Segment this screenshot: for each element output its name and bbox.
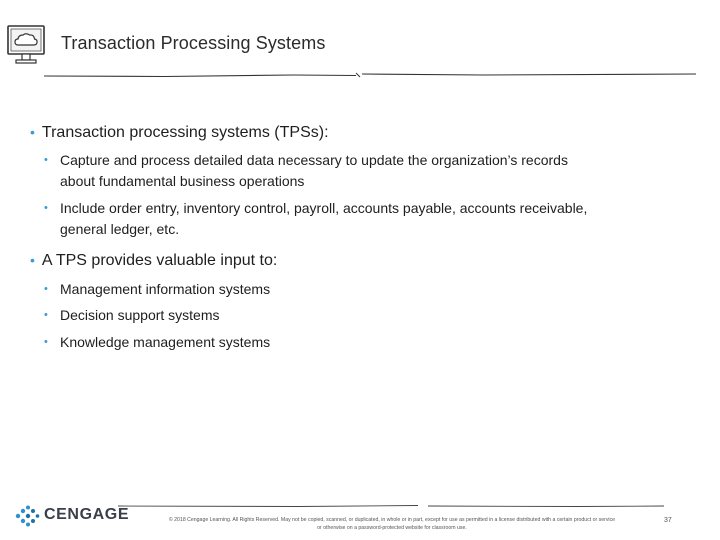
bullet-dot: • [30, 252, 35, 268]
bullet-text: Transaction processing systems (TPSs): [41, 124, 329, 141]
slide-title: Transaction Processing Systems [61, 33, 326, 53]
logo-text: CENGAGE [44, 506, 130, 523]
sub-bullet-dot: • [44, 309, 48, 321]
copyright-line: © 2018 Cengage Learning. All Rights Reserved. May not be copied, scanned, or duplicated, in whole or in part, except for use as permitted in a license distributed with a certain product or service [168, 517, 616, 523]
sub-bullet-capture [44, 150, 568, 192]
bullet-dot: • [30, 124, 35, 140]
cengage-dots-logo-icon [14, 505, 40, 527]
bullet-tps-definition [30, 124, 329, 142]
page-number: 37 [664, 517, 672, 524]
sub-bullet-line: Knowledge management systems [60, 334, 271, 350]
sub-bullet-line: Capture and process detailed data necessary to update the organization’s records [60, 152, 568, 168]
sub-bullet-dot: • [44, 154, 48, 166]
sub-bullet-include [44, 198, 588, 240]
sub-bullet-mis [44, 279, 271, 300]
bullet-tps-input [30, 252, 277, 270]
sub-bullet-dss [44, 305, 220, 326]
bullet-text: A TPS provides valuable input to: [41, 252, 278, 269]
sub-bullet-line: Management information systems [60, 281, 271, 297]
cengage-logo [14, 503, 134, 529]
sub-bullet-line: about fundamental business operations [60, 173, 305, 189]
sub-bullet-dot: • [44, 283, 48, 295]
sub-bullet-kms [44, 332, 271, 353]
sub-bullet-line: Decision support systems [60, 307, 220, 323]
copyright-line: or otherwise on a password-protected website for classroom use. [317, 524, 467, 531]
footer-divider [118, 502, 664, 510]
sub-bullet-dot: • [44, 336, 48, 348]
sub-bullet-line: Include order entry, inventory control, payroll, accounts payable, accounts receivable, [60, 200, 588, 216]
copyright-notice [128, 517, 656, 532]
sub-bullet-dot: • [44, 202, 48, 214]
sub-bullet-line: general ledger, etc. [60, 221, 180, 237]
